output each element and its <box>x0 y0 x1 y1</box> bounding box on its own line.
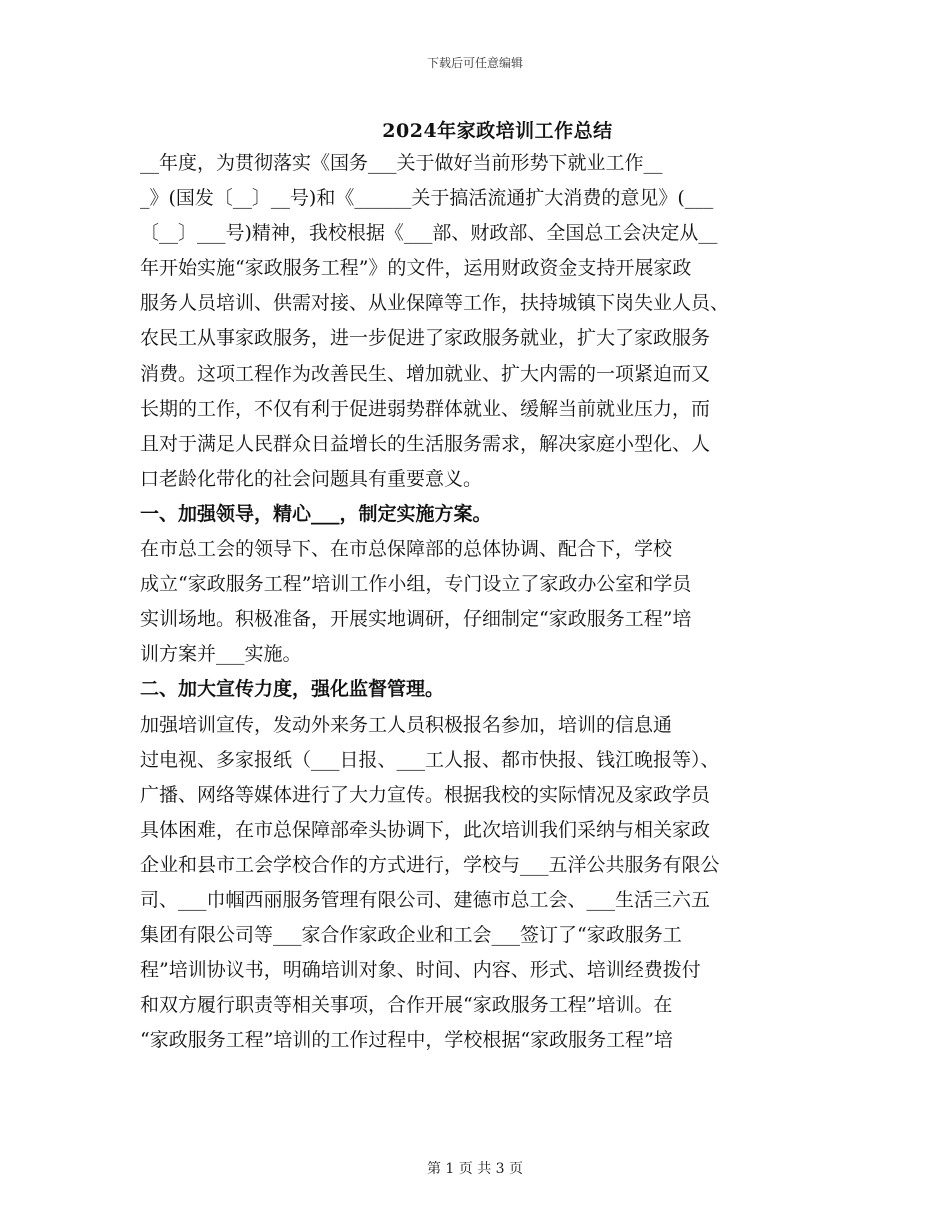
body-line: 实训场地。积极准备，开展实地调研，仔细制定“家政服务工程”培 <box>140 608 692 631</box>
body-line: “家政服务工程”培训的工作过程中，学校根据“家政服务工程”培 <box>140 1029 673 1052</box>
edit-note: 下载后可任意编辑 <box>426 56 523 70</box>
document-body <box>140 146 810 1058</box>
document-title: 2024年家政培训工作总结 <box>382 120 613 142</box>
body-line: 在市总工会的领导下、在市总保障部的总体协调、配合下，学校 <box>140 538 673 561</box>
body-line: 消费。这项工程作为改善民生、增加就业、扩大内需的一项紧迫而又 <box>140 362 711 385</box>
section-heading: 一、加强领导，精心___，制定实施方案。 <box>140 502 492 525</box>
body-line: 过电视、多家报纸（___日报、___工人报、都市快报、钱江晚报等）、 <box>140 748 720 771</box>
body-line: 加强培训宣传，发动外来务工人员积极报名参加，培训的信息通 <box>140 713 673 736</box>
body-line: 广播、网络等媒体进行了大力宣传。根据我校的实际情况及家政学员 <box>140 783 711 806</box>
body-line: 成立“家政服务工程”培训工作小组，专门设立了家政办公室和学员 <box>140 573 692 596</box>
body-line: 和双方履行职责等相关事项，合作开展“家政服务工程”培训。在 <box>140 994 673 1017</box>
body-line: 具体困难，在市总保障部牵头协调下，此次培训我们采纳与相关家政 <box>140 818 711 841</box>
body-line: 长期的工作，不仅有利于促进弱势群体就业、缓解当前就业压力，而 <box>140 397 711 420</box>
body-line: 年开始实施“家政服务工程”》的文件，运用财政资金支持开展家政 <box>140 257 692 280</box>
body-line: 训方案并___实施。 <box>140 643 302 666</box>
body-line: 服务人员培训、供需对接、从业保障等工作，扶持城镇下岗失业人员、 <box>140 292 730 315</box>
body-line: 口老龄化带化的社会问题具有重要意义。 <box>140 467 483 490</box>
page-number: 第 1 页 共 3 页 <box>426 1161 524 1177</box>
body-line: 且对于满足人民群众日益增长的生活服务需求，解决家庭小型化、人 <box>140 432 711 455</box>
body-line: 司、___巾帼西丽服务管理有限公司、建德市总工会、___生活三六五 <box>140 888 711 911</box>
body-line: _》(国发〔__〕__号)和《______关于搞活流通扩大消费的意见》(___ <box>140 187 714 210</box>
body-line: 程”培训协议书，明确培训对象、时间、内容、形式、培训经费拨付 <box>140 959 701 982</box>
body-line: 集团有限公司等___家合作家政企业和工会___签订了“家政服务工 <box>140 924 682 947</box>
body-line: 农民工从事家政服务，进一步促进了家政服务就业，扩大了家政服务 <box>140 327 711 350</box>
body-line: __年度，为贯彻落实《国务___关于做好当前形势下就业工作__ <box>140 152 663 174</box>
body-line: 企业和县市工会学校合作的方式进行，学校与___五洋公共服务有限公 <box>140 853 720 876</box>
section-heading: 二、加大宣传力度，强化监督管理。 <box>140 678 445 701</box>
body-line: 〔__〕___号)精神，我校根据《___部、财政部、全国总工会决定从__ <box>140 222 718 245</box>
